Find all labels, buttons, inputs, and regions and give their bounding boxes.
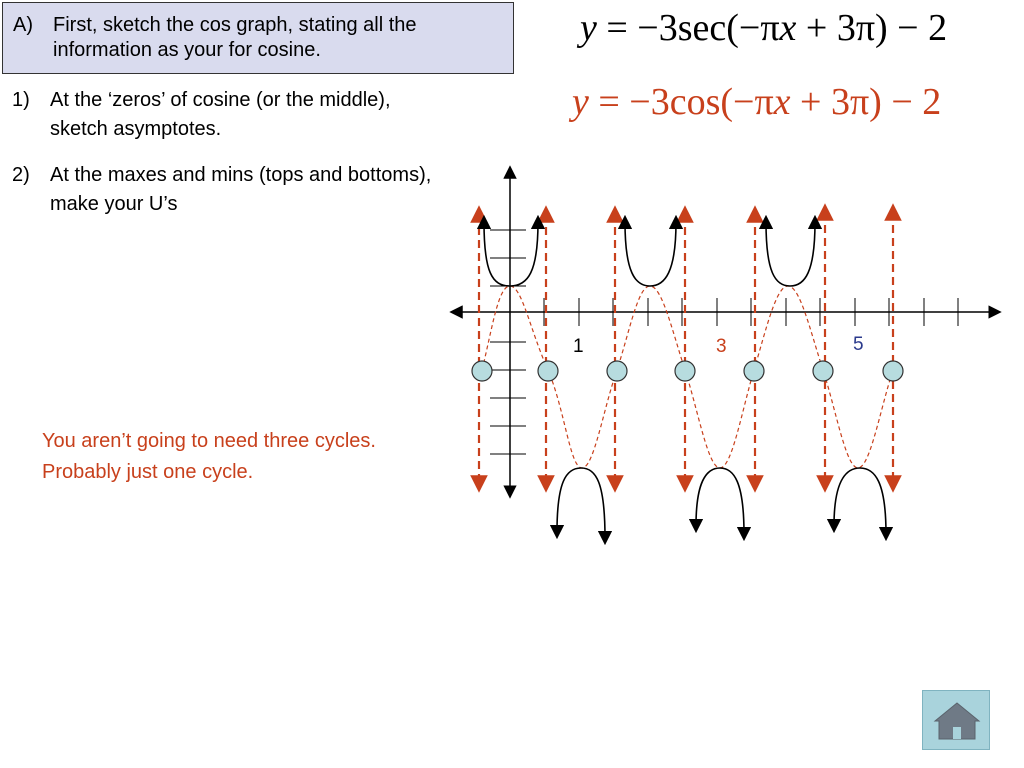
label-one: 1 bbox=[573, 336, 584, 357]
upper-u-curves bbox=[484, 222, 815, 286]
asymptotes bbox=[479, 212, 893, 484]
secant-eq-y: y bbox=[580, 7, 597, 49]
cosine-eq-y: y bbox=[572, 81, 589, 123]
label-three: 3 bbox=[716, 336, 727, 357]
midline-points bbox=[472, 361, 903, 381]
instruction-marker: A) bbox=[13, 14, 33, 36]
step-1-marker: 1) bbox=[12, 89, 30, 111]
instruction-text: First, sketch the cos graph, stating all the information as your for cosine. bbox=[53, 14, 417, 61]
y-ticks bbox=[490, 230, 526, 454]
hint-note: You aren’t going to need three cycles. Probably just one cycle. bbox=[42, 430, 376, 483]
step-2-text: At the maxes and mins (tops and bottoms), make your U’s bbox=[50, 164, 432, 215]
step-2-marker: 2) bbox=[12, 164, 30, 186]
step-1-text: At the ‘zeros’ of cosine (or the middle), sketch asymptotes. bbox=[50, 89, 391, 140]
secant-eq-x: x bbox=[779, 7, 797, 49]
cosine-eq-x: x bbox=[773, 81, 791, 123]
lower-u-curves bbox=[557, 468, 886, 538]
secant-eq-left: = −3sec(−π bbox=[596, 7, 780, 49]
secant-eq-right: + 3π) − 2 bbox=[796, 7, 948, 49]
home-button[interactable] bbox=[922, 690, 990, 750]
cosine-eq-right: + 3π) − 2 bbox=[790, 81, 942, 123]
cosine-eq-left: = −3cos(−π bbox=[588, 81, 774, 123]
label-five: 5 bbox=[853, 334, 864, 355]
home-icon bbox=[923, 691, 991, 751]
